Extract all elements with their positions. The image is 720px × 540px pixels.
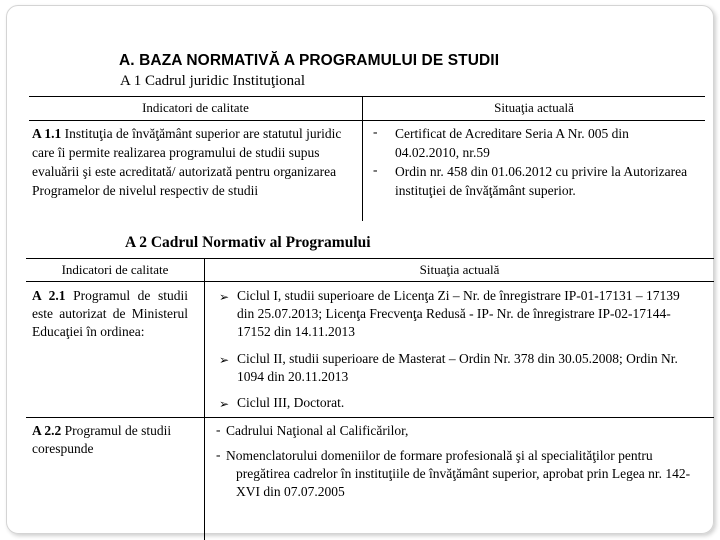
indicator-text: Programul de studii este autorizat de Ministerul Educaţiei în ordinea: [32,288,188,339]
table2-indicator-cell [32,287,188,341]
indicator-code: A 1.1 [32,126,62,141]
list-bullet-dash: - [373,162,378,177]
section2-heading: A 2 Cadrul Normativ al Programului [125,234,371,251]
page-title: A. BAZA NORMATIVĂ A PROGRAMULUI DE STUDII [119,52,500,69]
list-bullet-dash: - [373,124,378,139]
list-item: Certificat de Acreditare Seria A Nr. 005 din 04.02.2010, nr.59 [395,126,629,160]
table2-header-divider [26,281,714,282]
table2-column-divider [204,258,205,540]
indicator-text: Instituţia de învăţământ superior are statutul juridic care îi permite realizarea programului de studii supus evaluării şi este acreditată/ autorizată pentru organizarea Programelor de nivelul respectiv de studii [32,126,342,198]
arrow-bullet-icon: ➢ [219,290,230,304]
table1-indicator-cell [32,124,356,200]
table1-header-status: Situaţia actuală [494,100,574,115]
arrow-bullet-icon: ➢ [219,397,230,411]
indicator-code: A 2.2 [32,423,62,438]
list-item: Ciclul I, studii superioare de Licenţa Zi – Nr. de înregistrare IP-01-17131 – 17139 din 25.07.2013; Licenţa Frecvenţa Redusă - IP- Nr. de înregistrare IP-02-17144-17152 din 14.11.2013 [237,288,680,339]
table2-row-divider [26,417,714,418]
list-item: Cadrului Naţional al Calificărilor, [226,423,409,438]
indicator-code: A 2.1 [32,288,66,303]
indicator-text: Programul de studii corespunde [32,423,172,456]
table2-header-status: Situaţia actuală [419,262,500,277]
list-bullet-dash: - [216,422,221,437]
table1-top-border [29,96,705,97]
table2-top-border [26,258,714,259]
list-item: Ciclul III, Doctorat. [237,395,345,410]
arrow-bullet-icon: ➢ [219,353,230,367]
list-item: Ordin nr. 458 din 01.06.2012 cu privire la Autorizarea instituţiei de învăţământ superior. [395,164,688,198]
table2-header-indicators: Indicatori de calitate [61,262,169,277]
table1-header-indicators: Indicatori de calitate [142,100,249,115]
list-item: Nomenclatorului domeniilor de formare profesională şi al specialităţilor pentru pregătirea cadrelor în instituţiile de învăţământ superior, aprobat prin Legea nr. 142-XVI din 07.07.2005 [226,448,691,499]
section1-heading: A 1 Cadrul juridic Instituţional [120,73,305,89]
table2-indicator-cell [32,422,182,458]
list-item: Ciclul II, studii superioare de Masterat – Ordin Nr. 378 din 30.05.2008; Ordin Nr. 1094 din 20.11.2013 [237,351,678,384]
list-bullet-dash: - [216,447,221,462]
table1-header-divider [29,120,705,121]
